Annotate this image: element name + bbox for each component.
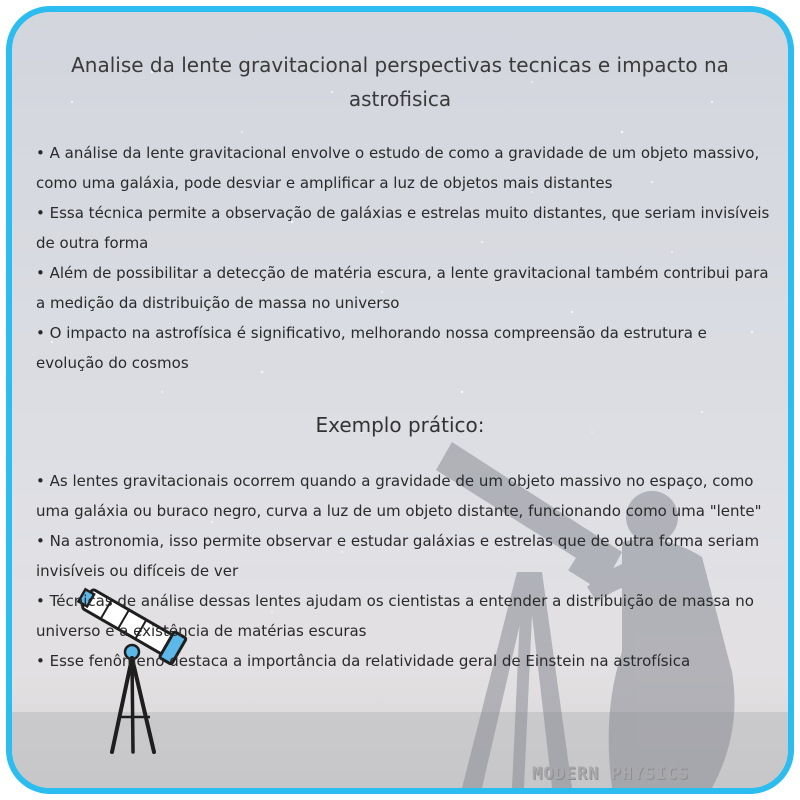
content-area	[12, 12, 788, 788]
section-heading: Exemplo prático:	[315, 413, 485, 437]
list-item: • Além de possibilitar a detecção de matéria escura, a lente gravitacional também contribui para a medição da distribuição de massa no universo	[36, 264, 769, 312]
card-frame	[6, 6, 794, 794]
page-title: Analise da lente gravitacional perspectivas tecnicas e impacto na astrofisica	[71, 53, 729, 111]
list-item: • Esse fenômeno destaca a importância da relatividade geral de Einstein na astrofísica	[36, 652, 691, 670]
list-item: • Na astronomia, isso permite observar e estudar galáxias e estrelas que de outra forma seriam invisíveis ou difíceis de ver	[36, 532, 760, 580]
list-item: • O impacto na astrofísica é significativo, melhorando nossa compreensão da estrutura e evolução do cosmos	[36, 324, 707, 372]
bullet-list-overview	[36, 138, 776, 378]
bullet-list-example	[36, 466, 776, 676]
brand-watermark: MODERN PHYSICS	[532, 764, 690, 784]
list-item: • A análise da lente gravitacional envolve o estudo de como a gravidade de um objeto massivo, como uma galáxia, pode desviar e amplificar a luz de objetos mais distantes	[36, 144, 760, 192]
list-item: • Técnicas de análise dessas lentes ajudam os cientistas a entender a distribuição de massa no universo e a existência de matérias escuras	[36, 592, 754, 640]
list-item: • Essa técnica permite a observação de galáxias e estrelas muito distantes, que seriam invisíveis de outra forma	[36, 204, 770, 252]
list-item: • As lentes gravitacionais ocorrem quando a gravidade de um objeto massivo no espaço, como uma galáxia ou buraco negro, curva a luz de um objeto distante, funcionando como uma "lente"	[36, 472, 762, 520]
